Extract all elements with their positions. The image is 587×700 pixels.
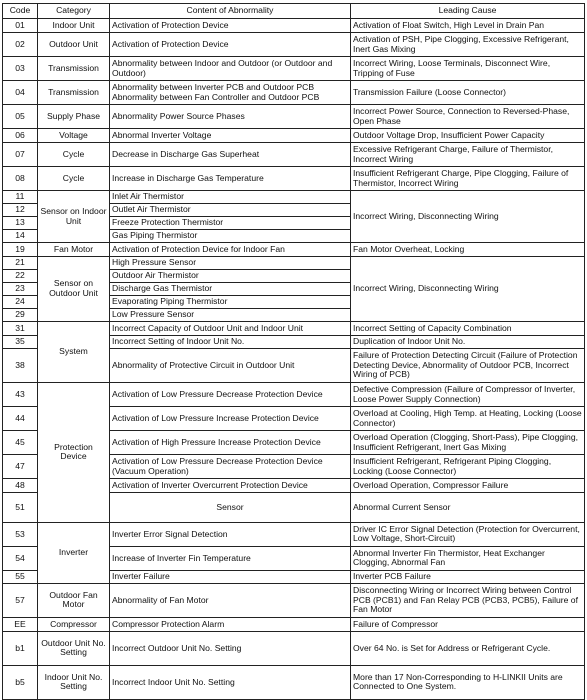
- code-cell: 38: [3, 349, 38, 383]
- content-cell: Inverter Error Signal Detection: [110, 522, 351, 546]
- code-cell: 51: [3, 493, 38, 523]
- code-cell: 02: [3, 33, 38, 57]
- cause-cell: Incorrect Setting of Capacity Combination: [351, 322, 585, 336]
- header-category: Category: [38, 4, 110, 19]
- cause-cell: Overload at Cooling, High Temp. at Heating, Locking (Loose Connector): [351, 407, 585, 431]
- content-cell: High Pressure Sensor: [110, 257, 351, 270]
- content-cell: Inlet Air Thermistor: [110, 191, 351, 204]
- cause-cell: Excessive Refrigerant Charge, Failure of Thermistor, Incorrect Wiring: [351, 143, 585, 167]
- cause-cell: Incorrect Power Source, Connection to Reversed-Phase, Open Phase: [351, 105, 585, 129]
- table-row: [3, 33, 585, 57]
- category-cell: Transmission: [38, 57, 110, 81]
- content-cell: Abnormal Current Sensor: [351, 493, 585, 523]
- table-row: [3, 105, 585, 129]
- content-cell: Discharge Gas Thermistor: [110, 283, 351, 296]
- content-cell: Abnormality between Indoor and Outdoor (or Outdoor and Outdoor): [110, 57, 351, 81]
- table-row: [3, 522, 585, 546]
- table-row: [3, 257, 585, 270]
- table-row: [3, 19, 585, 33]
- code-cell: 55: [3, 570, 38, 583]
- category-cell: System: [38, 322, 110, 383]
- code-cell: 44: [3, 407, 38, 431]
- content-cell: Freeze Protection Thermistor: [110, 217, 351, 230]
- code-cell: 13: [3, 217, 38, 230]
- cause-cell: Over 64 No. is Set for Address or Refrigerant Cycle.: [351, 631, 585, 665]
- code-cell: 54: [3, 546, 38, 570]
- content-cell: Incorrect Capacity of Outdoor Unit and Indoor Unit: [110, 322, 351, 336]
- content-cell: Activation of Protection Device for Indoor Fan: [110, 243, 351, 257]
- content-cell: Abnormality Power Source Phases: [110, 105, 351, 129]
- cause-cell: Transmission Failure (Loose Connector): [351, 81, 585, 105]
- code-cell: 22: [3, 270, 38, 283]
- content-cell: Abnormality of Protective Circuit in Outdoor Unit: [110, 349, 351, 383]
- code-cell: 06: [3, 129, 38, 143]
- table-row: [3, 583, 585, 617]
- table-row: [3, 665, 585, 699]
- code-cell: 48: [3, 479, 38, 493]
- content-cell: Increase in Discharge Gas Temperature: [110, 167, 351, 191]
- cause-cell: Incorrect Wiring, Disconnecting Wiring: [351, 257, 585, 322]
- code-cell: 57: [3, 583, 38, 617]
- table-row: [3, 383, 585, 407]
- code-cell: 08: [3, 167, 38, 191]
- code-cell: 47: [3, 455, 38, 479]
- category-cell: Inverter: [38, 522, 110, 583]
- alarm-code-table: [2, 3, 585, 700]
- category-cell: Protection Device: [38, 383, 110, 523]
- code-cell: 23: [3, 283, 38, 296]
- category-cell: Voltage: [38, 129, 110, 143]
- cause-cell: Overload Operation, Compressor Failure: [351, 479, 585, 493]
- content-cell: Activation of Low Pressure Increase Protection Device: [110, 407, 351, 431]
- table-row: [3, 129, 585, 143]
- content-cell: Compressor Protection Alarm: [110, 617, 351, 631]
- cause-cell: Insufficient Refrigerant, Refrigerant Piping Clogging, Locking (Loose Connector): [351, 455, 585, 479]
- code-cell: 53: [3, 522, 38, 546]
- table-row: [3, 57, 585, 81]
- code-cell: 01: [3, 19, 38, 33]
- category-cell: Sensor: [110, 493, 351, 523]
- cause-cell: Overload Operation (Clogging, Short-Pass), Pipe Clogging, Insufficient Refrigerant, Inert Gas Mixing: [351, 431, 585, 455]
- code-cell: 43: [3, 383, 38, 407]
- category-cell: Fan Motor: [38, 243, 110, 257]
- abnormality-code-sheet: [2, 3, 585, 700]
- code-cell: 19: [3, 243, 38, 257]
- content-cell: Decrease in Discharge Gas Superheat: [110, 143, 351, 167]
- table-row: [3, 191, 585, 204]
- code-cell: b5: [3, 665, 38, 699]
- cause-cell: Abnormal Inverter Fin Thermistor, Heat Exchanger Clogging, Abnormal Fan: [351, 546, 585, 570]
- content-cell: Activation of Low Pressure Decrease Protection Device: [110, 383, 351, 407]
- code-cell: 05: [3, 105, 38, 129]
- cause-cell: More than 17 Non-Corresponding to H-LINKII Units are Connected to One System.: [351, 665, 585, 699]
- category-cell: Indoor Unit No. Setting: [38, 665, 110, 699]
- code-cell: 21: [3, 257, 38, 270]
- category-cell: Transmission: [38, 81, 110, 105]
- cause-cell: Insufficient Refrigerant Charge, Pipe Clogging, Failure of Thermistor, Incorrect Wiring: [351, 167, 585, 191]
- code-cell: 03: [3, 57, 38, 81]
- cause-cell: Failure of Compressor: [351, 617, 585, 631]
- cause-cell: Incorrect Wiring, Disconnecting Wiring: [351, 191, 585, 243]
- table-row: [3, 167, 585, 191]
- cause-cell: Fan Motor Overheat, Locking: [351, 243, 585, 257]
- cause-cell: Activation of Float Switch, High Level in Drain Pan: [351, 19, 585, 33]
- content-cell: Incorrect Setting of Indoor Unit No.: [110, 336, 351, 349]
- content-cell: Evaporating Piping Thermistor: [110, 296, 351, 309]
- header-content: Content of Abnormality: [110, 4, 351, 19]
- category-cell: Cycle: [38, 167, 110, 191]
- code-cell: 24: [3, 296, 38, 309]
- code-cell: 29: [3, 309, 38, 322]
- content-cell: Activation of Inverter Overcurrent Protection Device: [110, 479, 351, 493]
- category-cell: Sensor on Outdoor Unit: [38, 257, 110, 322]
- table-row: [3, 81, 585, 105]
- content-cell: Incorrect Indoor Unit No. Setting: [110, 665, 351, 699]
- table-row: [3, 631, 585, 665]
- cause-cell: Driver IC Error Signal Detection (Protection for Overcurrent, Low Voltage, Short-Circuit): [351, 522, 585, 546]
- cause-cell: Duplication of Indoor Unit No.: [351, 336, 585, 349]
- code-cell: 14: [3, 230, 38, 243]
- table-row: [3, 143, 585, 167]
- category-cell: Supply Phase: [38, 105, 110, 129]
- cause-cell: Incorrect Wiring, Loose Terminals, Disconnect Wire, Tripping of Fuse: [351, 57, 585, 81]
- content-cell: Activation of High Pressure Increase Protection Device: [110, 431, 351, 455]
- content-cell: Abnormality between Inverter PCB and Outdoor PCB Abnormality between Fan Controller and Outdoor PCB: [110, 81, 351, 105]
- cause-cell: Inverter PCB Failure: [351, 570, 585, 583]
- category-cell: Sensor on Indoor Unit: [38, 191, 110, 243]
- content-cell: Activation of Protection Device: [110, 33, 351, 57]
- cause-cell: Failure of Protection Detecting Circuit (Failure of Protection Detecting Device, Abnormality of Outdoor PCB, Incorrect Wiring of PCB): [351, 349, 585, 383]
- content-cell: Outdoor Air Thermistor: [110, 270, 351, 283]
- code-cell: 11: [3, 191, 38, 204]
- header-cause: Leading Cause: [351, 4, 585, 19]
- cause-cell: Activation of PSH, Pipe Clogging, Excessive Refrigerant, Inert Gas Mixing: [351, 33, 585, 57]
- category-cell: Outdoor Fan Motor: [38, 583, 110, 617]
- code-cell: 12: [3, 204, 38, 217]
- code-cell: 35: [3, 336, 38, 349]
- content-cell: Abnormal Inverter Voltage: [110, 129, 351, 143]
- table-row: [3, 322, 585, 336]
- code-cell: 07: [3, 143, 38, 167]
- table-row: [3, 243, 585, 257]
- content-cell: Gas Piping Thermistor: [110, 230, 351, 243]
- code-cell: b1: [3, 631, 38, 665]
- category-cell: Compressor: [38, 617, 110, 631]
- content-cell: Abnormality of Fan Motor: [110, 583, 351, 617]
- category-cell: Cycle: [38, 143, 110, 167]
- content-cell: Outlet Air Thermistor: [110, 204, 351, 217]
- cause-cell: Disconnecting Wiring or Incorrect Wiring between Control PCB (PCB1) and Fan Relay PCB (PCB3, PCB5), Failure of Fan Motor: [351, 583, 585, 617]
- code-cell: 04: [3, 81, 38, 105]
- cause-cell: Defective Compression (Failure of Compressor of Inverter, Loose Power Supply Connection): [351, 383, 585, 407]
- content-cell: Activation of Low Pressure Decrease Protection Device (Vacuum Operation): [110, 455, 351, 479]
- code-cell: EE: [3, 617, 38, 631]
- content-cell: Inverter Failure: [110, 570, 351, 583]
- header-code: Code: [3, 4, 38, 19]
- content-cell: Increase of Inverter Fin Temperature: [110, 546, 351, 570]
- content-cell: Incorrect Outdoor Unit No. Setting: [110, 631, 351, 665]
- header-row: [3, 4, 585, 19]
- code-cell: 45: [3, 431, 38, 455]
- category-cell: Outdoor Unit No. Setting: [38, 631, 110, 665]
- category-cell: Indoor Unit: [38, 19, 110, 33]
- cause-cell: Outdoor Voltage Drop, Insufficient Power Capacity: [351, 129, 585, 143]
- content-cell: Low Pressure Sensor: [110, 309, 351, 322]
- code-cell: 31: [3, 322, 38, 336]
- table-row: [3, 617, 585, 631]
- content-cell: Activation of Protection Device: [110, 19, 351, 33]
- category-cell: Outdoor Unit: [38, 33, 110, 57]
